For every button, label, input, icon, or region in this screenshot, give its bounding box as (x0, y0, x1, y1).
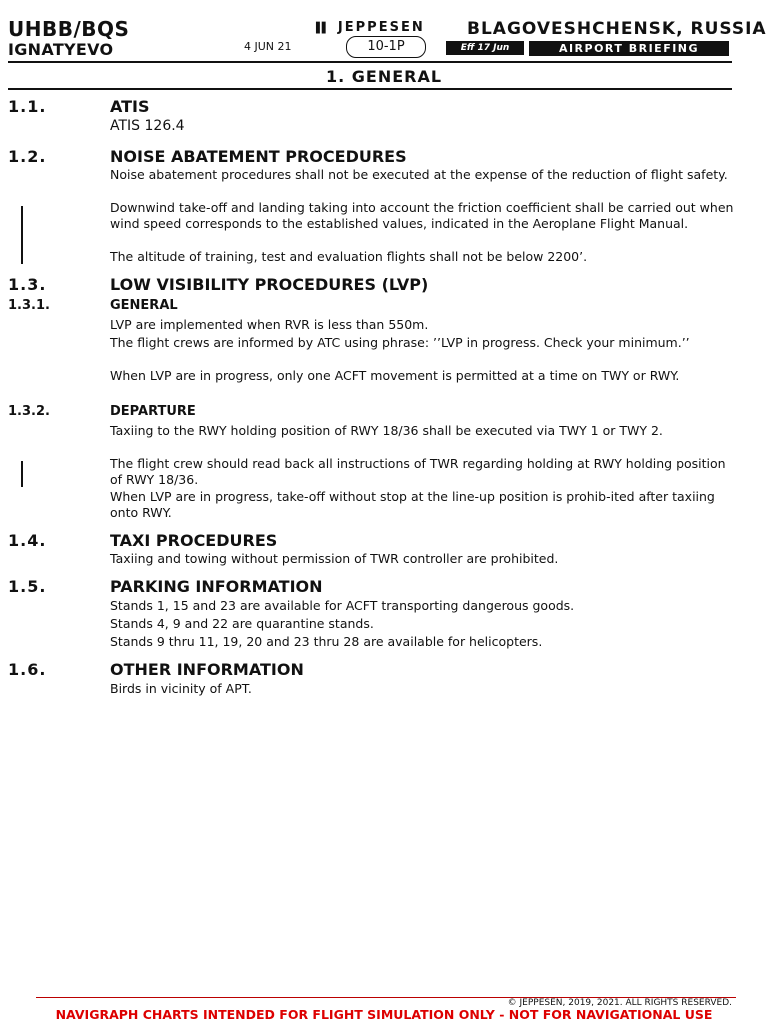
paragraph: Stands 4, 9 and 22 are quarantine stands. (110, 616, 374, 631)
section-title-other: OTHER INFORMATION (110, 660, 304, 679)
paragraph: Noise abatement procedures shall not be executed at the expense of the reduction of flight safety. (110, 167, 728, 182)
brand-name: JEPPESEN (337, 20, 425, 35)
change-bar (21, 461, 23, 487)
chart-date: 4 JUN 21 (244, 40, 292, 53)
effective-date-badge: Eff 17 Jun (446, 41, 524, 55)
section-title-parking: PARKING INFORMATION (110, 577, 323, 596)
paragraph: Taxiing to the RWY holding position of RWY 18/36 shall be executed via TWY 1 or TWY 2. (110, 423, 663, 438)
airport-code: UHBB/BQS (8, 17, 130, 41)
page-title: 1. GENERAL (325, 67, 443, 86)
paragraph: When LVP are in progress, take-off without stop at the line-up position is prohib-ited after taxiing onto RWY. (110, 489, 715, 520)
section-title-taxi: TAXI PROCEDURES (110, 531, 278, 550)
section-title-lvp: LOW VISIBILITY PROCEDURES (LVP) (110, 275, 429, 294)
section-number: 1.3. (8, 275, 47, 294)
subsection-number: 1.3.2. (8, 404, 50, 419)
chart-number: 10-1P (346, 36, 426, 58)
section-title-atis: ATIS (110, 97, 150, 116)
paragraph: Downwind take-off and landing taking into account the friction coefficient shall be carried out when wind speed corresponds to the established values, indicated in the Aeroplane Flight Manual. (110, 200, 734, 231)
copyright-notice: © JEPPESEN, 2019, 2021. ALL RIGHTS RESERVED. (507, 998, 732, 1008)
airport-name: IGNATYEVO (8, 40, 114, 59)
jeppesen-mark-icon: ▐▌ (312, 23, 332, 34)
paragraph: Stands 1, 15 and 23 are available for ACFT transporting dangerous goods. (110, 598, 575, 613)
paragraph: Taxiing and towing without permission of TWR controller are prohibited. (110, 551, 559, 566)
section-number: 1.6. (8, 660, 47, 679)
section-number: 1.5. (8, 577, 47, 596)
section-number: 1.2. (8, 147, 47, 166)
location-title: BLAGOVESHCHENSK, RUSSIA (467, 19, 767, 39)
change-bar (21, 206, 23, 264)
header-rule (8, 61, 732, 63)
title-rule (8, 88, 732, 90)
paragraph: The flight crews are informed by ATC using phrase: ’’LVP in progress. Check your minimum.’’ (110, 335, 690, 350)
paragraph: The altitude of training, test and evaluation flights shall not be below 2200’. (110, 249, 588, 264)
section-title-noise: NOISE ABATEMENT PROCEDURES (110, 147, 407, 166)
chart-type-badge: AIRPORT BRIEFING (529, 41, 729, 56)
section-number: 1.4. (8, 531, 47, 550)
paragraph: Birds in vicinity of APT. (110, 681, 252, 696)
subsection-title-general: GENERAL (110, 298, 178, 313)
subsection-number: 1.3.1. (8, 298, 50, 313)
paragraph: The flight crew should read back all instructions of TWR regarding holding at RWY holding position of RWY 18/36. (110, 456, 726, 487)
subsection-title-departure: DEPARTURE (110, 404, 196, 419)
section-number: 1.1. (8, 97, 47, 116)
paragraph: Stands 9 thru 11, 19, 20 and 23 thru 28 are available for helicopters. (110, 634, 543, 649)
atis-frequency: ATIS 126.4 (110, 118, 185, 134)
simulation-disclaimer: NAVIGRAPH CHARTS INTENDED FOR FLIGHT SIMULATION ONLY - NOT FOR NAVIGATIONAL USE (55, 1007, 713, 1022)
jeppesen-logo (312, 20, 425, 35)
paragraph: LVP are implemented when RVR is less than 550m. (110, 317, 429, 332)
paragraph: When LVP are in progress, only one ACFT movement is permitted at a time on TWY or RWY. (110, 368, 680, 383)
